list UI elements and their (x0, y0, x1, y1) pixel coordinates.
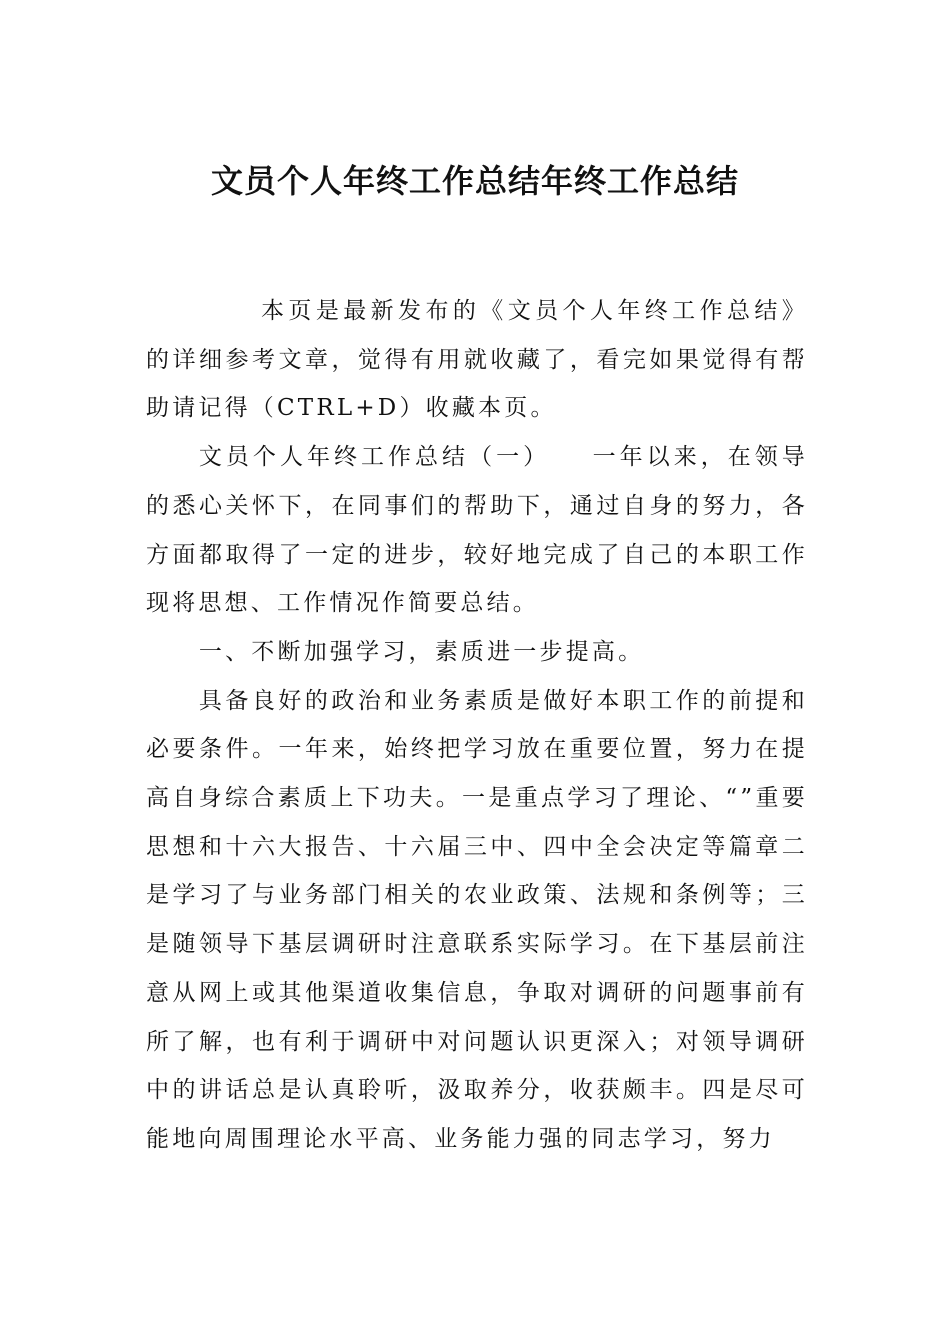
body-paragraph-1: 文员个人年终工作总结（一） 一年以来，在领导的悉心关怀下，在同事们的帮助下，通过自身的努力，各方面都取得了一定的进步，较好地完成了自己的本职工作现将思想、工作情况作简要总结。 (146, 444, 808, 617)
document-title: 文员个人年终工作总结年终工作总结 (210, 162, 739, 200)
document-body (146, 287, 808, 1164)
intro-paragraph: 本页是最新发布的《文员个人年终工作总结》的详细参考文章，觉得有用就收藏了，看完如果觉得有帮助请记得（CTRL+D）收藏本页。 (146, 298, 808, 422)
section-heading-1: 一、不断加强学习，素质进一步提高。 (198, 638, 645, 665)
body-paragraph-2: 具备良好的政治和业务素质是做好本职工作的前提和必要条件。一年来，始终把学习放在重要位置，努力在提高自身综合素质上下功夫。一是重点学习了理论、“”重要思想和十六大报告、十六届三中、四中全会决定等篇章二是学习了与业务部门相关的农业政策、法规和条例等；三是随领导下基层调研时注意联系实际学习。在下基层前注意从网上或其他渠道收集信息，争取对调研的问题事前有所了解，也有利于调研中对问题认识更深入；对领导调研中的讲话总是认真聆听，汲取养分，收获颇丰。四是尽可能地向周围理论水平高、业务能力强的同志学习，努力 (146, 687, 808, 1152)
